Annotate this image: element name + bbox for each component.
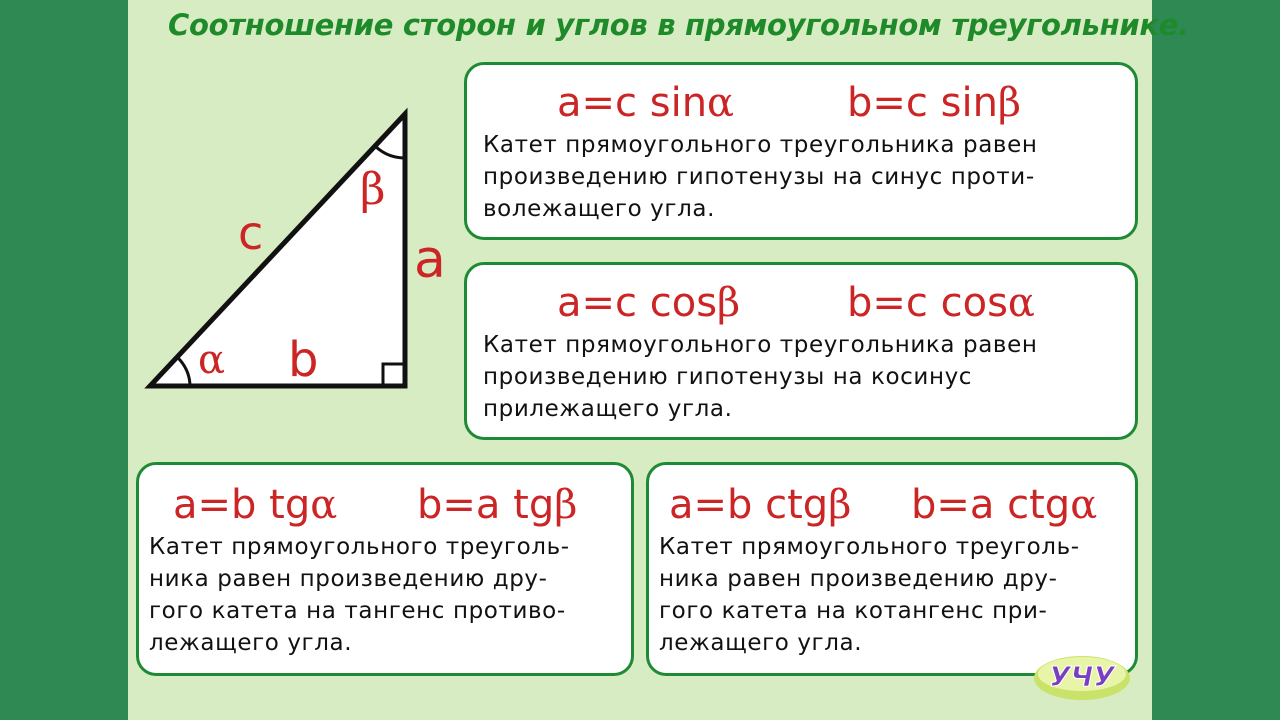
formula-text: b=a ctg bbox=[911, 482, 1071, 528]
formula-a-tg bbox=[173, 482, 338, 528]
formula-text: b=c sin bbox=[847, 80, 998, 126]
card-description bbox=[483, 329, 1037, 425]
slide-title: Соотношение сторон и углов в прямоугольном треугольнике. bbox=[168, 8, 1189, 42]
description-line: Катет прямоугольного треуголь- bbox=[149, 534, 570, 560]
hypotenuse-label-c: c bbox=[238, 206, 264, 260]
uchu-logo bbox=[1032, 650, 1132, 702]
formula-greek: α bbox=[1007, 280, 1035, 326]
card-description bbox=[149, 531, 570, 659]
formula-a-ctg bbox=[669, 482, 852, 528]
formula-text: a=c cos bbox=[557, 280, 718, 326]
description-line: лежащего угла. bbox=[659, 630, 863, 656]
logo-text: УЧУ bbox=[1049, 660, 1115, 693]
description-line: прилежащего угла. bbox=[483, 396, 733, 422]
angle-label-beta: β bbox=[360, 164, 386, 215]
description-line: Катет прямоугольного треуголь- bbox=[659, 534, 1080, 560]
card-description bbox=[483, 129, 1037, 225]
slide bbox=[128, 0, 1189, 720]
description-line: гого катета на котангенс при- bbox=[659, 598, 1048, 624]
card-description bbox=[659, 531, 1080, 659]
description-line: произведению гипотенузы на синус проти- bbox=[483, 164, 1035, 190]
description-line: ника равен произведению дру- bbox=[149, 566, 548, 592]
description-line: Катет прямоугольного треугольника равен bbox=[483, 132, 1038, 158]
formula-greek: α bbox=[707, 80, 735, 126]
formula-a-cos bbox=[557, 280, 741, 326]
formula-a-sin bbox=[557, 80, 735, 126]
formula-b-tg bbox=[417, 482, 578, 528]
formula-greek: β bbox=[717, 280, 741, 326]
triangle-shape bbox=[150, 114, 405, 386]
description-line: произведению гипотенузы на косинус bbox=[483, 364, 973, 390]
description-line: Катет прямоугольного треугольника равен bbox=[483, 332, 1038, 358]
card-cosine bbox=[464, 262, 1138, 440]
formula-b-sin bbox=[847, 80, 1022, 126]
formula-text: a=c sin bbox=[557, 80, 708, 126]
leg-label-b: b bbox=[288, 332, 319, 388]
card-sine bbox=[464, 62, 1138, 240]
formula-greek: β bbox=[997, 80, 1022, 126]
formula-greek: β bbox=[554, 482, 578, 528]
formula-text: b=c cos bbox=[847, 280, 1008, 326]
leg-label-a: a bbox=[414, 230, 446, 290]
card-tangent bbox=[136, 462, 634, 676]
formula-greek: α bbox=[310, 482, 338, 528]
formula-text: b=a tg bbox=[417, 482, 555, 528]
angle-label-alpha: α bbox=[198, 337, 226, 383]
formula-b-cos bbox=[847, 280, 1035, 326]
description-line: гого катета на тангенс противо- bbox=[149, 598, 566, 624]
formula-text: a=b tg bbox=[173, 482, 311, 528]
formula-greek: α bbox=[1070, 482, 1098, 528]
card-cotangent bbox=[646, 462, 1138, 676]
description-line: волежащего угла. bbox=[483, 196, 715, 222]
description-line: ника равен произведению дру- bbox=[659, 566, 1058, 592]
description-line: лежащего угла. bbox=[149, 630, 353, 656]
formula-text: a=b ctg bbox=[669, 482, 829, 528]
formula-greek: β bbox=[828, 482, 852, 528]
formula-b-ctg bbox=[911, 482, 1098, 528]
